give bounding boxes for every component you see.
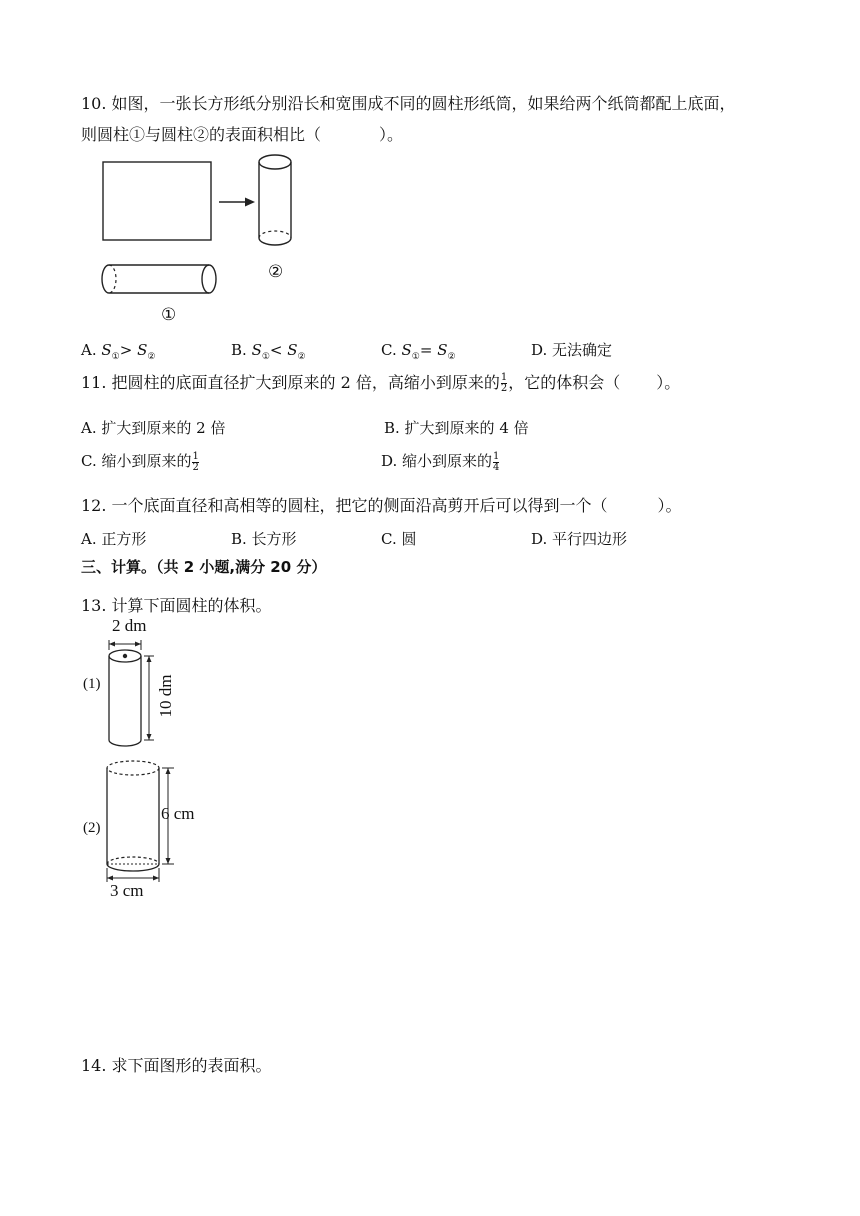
q12-option-b[interactable]: B. 长方形 (231, 530, 297, 548)
option-prefix: A. (81, 341, 102, 359)
q12-text-pre: 12. 一个底面直径和高相等的圆柱，把它的侧面沿高剪开后可以得到一个（ (81, 496, 608, 515)
q10-option-b[interactable] (231, 340, 306, 367)
q11-option-a[interactable]: A. 扩大到原来的 2 倍 (81, 419, 226, 437)
q11-question (81, 373, 680, 394)
q10-option-a[interactable] (81, 340, 155, 367)
q12-option-c[interactable]: C. 圆 (381, 530, 417, 548)
fig1-diameter-label: 2 dm (112, 616, 147, 635)
q10-line2-pre: 则圆柱①与圆柱②的表面积相比（ (81, 125, 322, 144)
option-operator: < (269, 341, 288, 359)
q11-option-c[interactable] (81, 451, 200, 473)
option-text: C. 缩小到原来的 (81, 452, 192, 470)
cylinder-2 (259, 155, 291, 245)
fraction-numerator: 1 (493, 450, 500, 462)
section-heading: 三、计算。（共 2 小题,满分 20 分） (81, 558, 327, 576)
cylinder-1 (102, 265, 216, 293)
fraction-numerator: 1 (500, 372, 508, 383)
fraction-denominator: 2 (192, 461, 199, 473)
option-prefix: B. (231, 341, 252, 359)
q10-line1: 10. 如图，一张长方形纸分别沿长和宽围成不同的圆柱形纸筒，如果给两个纸筒都配上底面， (81, 94, 736, 113)
option-subscript: ② (447, 352, 456, 362)
q10-option-c[interactable] (381, 340, 456, 367)
fraction-one-half (192, 452, 198, 473)
q12-option-d[interactable]: D. 平行四边形 (531, 530, 628, 548)
option-symbol: S (251, 341, 262, 359)
q11-option-b[interactable]: B. 扩大到原来的 4 倍 (384, 419, 529, 437)
option-symbol: S (137, 341, 148, 359)
cylinder-1-label: ① (161, 305, 177, 324)
q10-figure (95, 150, 315, 330)
option-subscript: ① (111, 352, 120, 362)
q13-question: 13. 计算下面圆柱的体积。 (81, 596, 272, 615)
q10-line2-post: ）。 (379, 125, 404, 144)
option-subscript: ② (297, 352, 306, 362)
fraction-denominator: 2 (500, 383, 508, 394)
option-symbol: S (287, 341, 298, 359)
q11-text-post: ，它的体积会（ (508, 373, 621, 392)
fig2-diameter-label: 3 cm (110, 881, 144, 900)
q11-text-end: ）。 (656, 373, 681, 392)
q11-option-d[interactable] (381, 451, 500, 473)
fraction-one-quarter (493, 452, 499, 473)
fraction-one-half (501, 373, 507, 394)
option-operator: > (119, 341, 138, 359)
fraction-denominator: 4 (493, 461, 500, 473)
option-symbol: S (437, 341, 448, 359)
q14-question: 14. 求下面图形的表面积。 (81, 1056, 272, 1075)
q12-text-end: ）。 (657, 496, 682, 515)
paper-rectangle (103, 162, 211, 240)
option-text: D. 缩小到原来的 (381, 452, 493, 470)
q12-option-a[interactable]: A. 正方形 (81, 530, 147, 548)
option-symbol: S (101, 341, 112, 359)
fig1-height-label: 10 dm (156, 674, 175, 718)
q12-question (81, 496, 682, 516)
option-symbol: S (401, 341, 412, 359)
option-operator: = (419, 341, 438, 359)
option-subscript: ① (261, 352, 270, 362)
option-subscript: ① (411, 352, 420, 362)
option-prefix: C. (381, 341, 402, 359)
q10-line2 (81, 125, 403, 145)
option-subscript: ② (147, 352, 156, 362)
fig2-height-label: 6 cm (161, 804, 195, 823)
fig2-label: (2) (83, 820, 101, 836)
arrow-head (245, 198, 255, 207)
q11-text-pre: 11. 把圆柱的底面直径扩大到原来的 2 倍，高缩小到原来的 (81, 373, 500, 392)
fig1-label: (1) (83, 676, 101, 692)
q10-option-d[interactable]: D. 无法确定 (531, 341, 613, 359)
cylinder-2-label: ② (268, 262, 284, 281)
fraction-numerator: 1 (192, 450, 199, 462)
